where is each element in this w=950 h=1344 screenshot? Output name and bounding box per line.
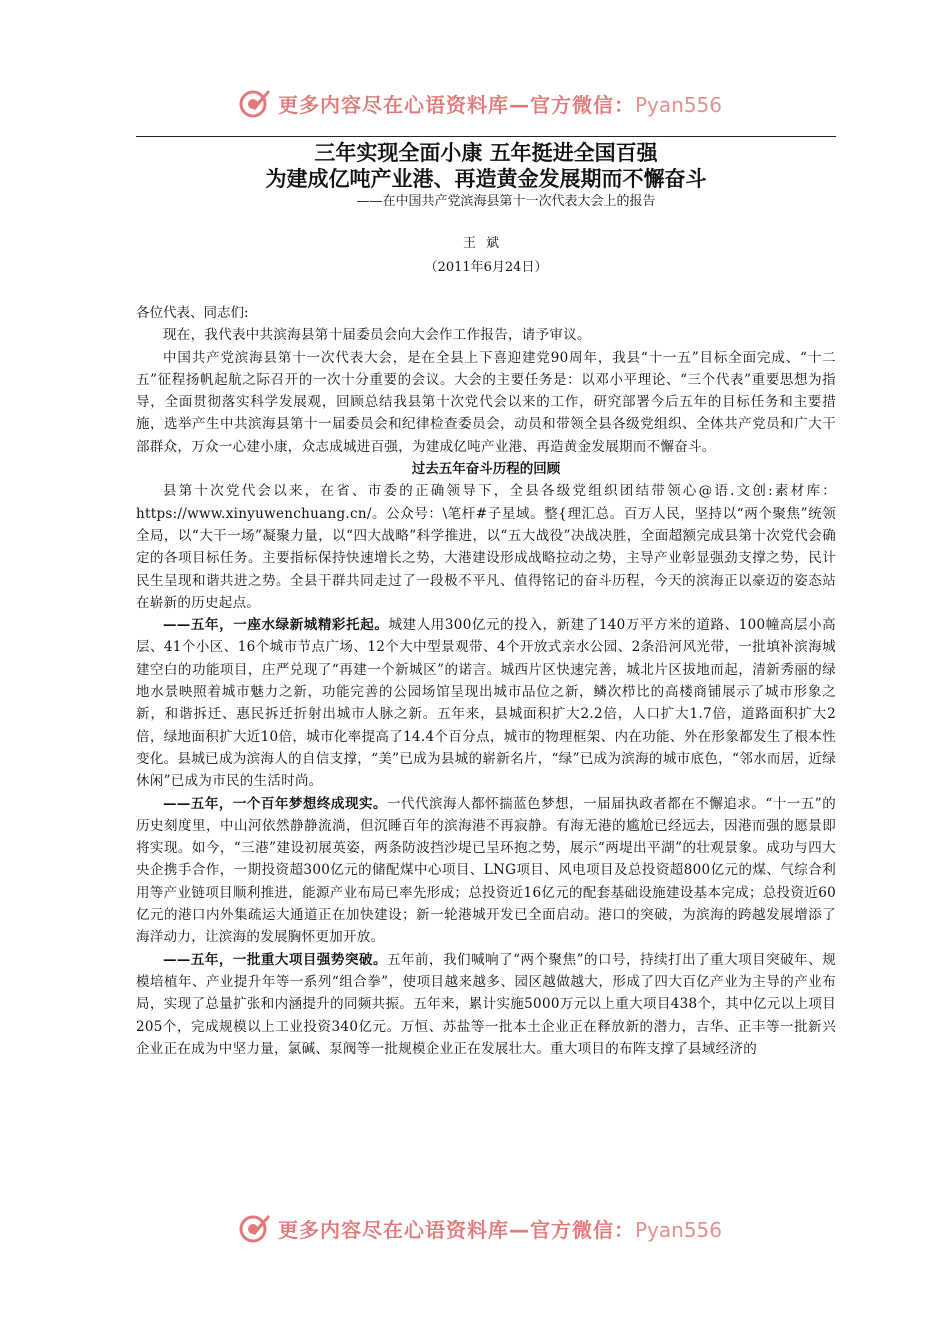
salutation: 各位代表、同志们: <box>136 305 249 321</box>
quill-logo-icon <box>238 86 272 120</box>
subtitle: ——在中国共产党滨海县第十一次代表大会上的报告 <box>356 194 656 209</box>
document-body <box>136 140 836 1060</box>
watermark-text: 更多内容尽在心语资料库—官方微信：Pyan556 <box>278 1217 723 1242</box>
author: 王斌 <box>462 236 509 251</box>
section-heading: 过去五年奋斗历程的回顾 <box>411 461 561 478</box>
paragraph-new-city <box>136 614 836 792</box>
paragraph-text: 五年前，我们喊响了“两个聚焦”的口号，持续打出了重大项目突破年、规模培植年、产业提升年等一系列“组合拳”，使项目越来越多、园区越做越大，形成了四大百亿产业为主导的产业布局，实现了总量扩张和内涵提升的同频共振。五年来，累计实施5000万元以上重大项目438个，其中亿元以上项目205个，完成规模以上工业投资340亿元。万恒、苏盐等一批本土企业正在释放新的潜力，吉华、正丰等一批新兴企业正在成为中坚力量，氯碱、泵阀等一批规模企业正在发展壮大。重大项目的布阵支撑了县域经济的 <box>136 951 836 1057</box>
paragraph-major-projects <box>136 949 836 1060</box>
title-line-1: 三年实现全面小康 五年挺进全国百强 <box>314 140 658 165</box>
intro-paragraph-2: 中国共产党滨海县第十一次代表大会，是在全县上下喜迎建党90周年，我县“十一五”目标全面完成、“十二五”征程扬帆起航之际召开的一次十分重要的会议。大会的主要任务是：以邓小平理论、“三个代表”重要思想为指导，全面贯彻落实科学发展观，回顾总结我县第十次党代会以来的工作，研究部署今后五年的目标任务和主要措施，选举产生中共滨海县第十一届委员会和纪律检查委员会，动员和带领全县各级党组织、全体共产党员和广大干部群众，万众一心建小康，众志成城进百强，为建成亿吨产业港、再造黄金发展期而不懈奋斗。 <box>136 349 836 455</box>
quill-logo-icon <box>238 1211 272 1245</box>
header-rule <box>136 136 836 137</box>
paragraph-text: 一代代滨海人都怀揣蓝色梦想，一届届执政者都在不懈追求。“十一五”的历史刻度里，中山河依然静静流淌，但沉睡百年的滨海港不再寂静。有海无港的尴尬已经远去，因港而强的愿景即将实现。如今，“三港”建设初展英姿，两条防波挡沙堤已呈环抱之势，展示“两堤出平湖”的壮观景象。成功与四大央企携手合作，一期投资超300亿元的储配煤中心项目、LNG项目、风电项目及总投资超800亿元的煤、气综合利用等产业链项目顺利推进，能源产业布局已率先形成；总投资近16亿元的配套基础设施建设基本完成；总投资近60亿元的港口内外集疏运大通道正在加快建设；新一轮港城开发已全面启动。港口的突破，为滨海的跨越发展增添了海洋动力，让滨海的发展胸怀更加开放。 <box>136 795 836 946</box>
title-line-2: 为建成亿吨产业港、再造黄金发展期而不懈奋斗 <box>265 166 707 191</box>
review-paragraph: 县第十次党代会以来，在省、市委的正确领导下，全县各级党组织团结带领心@语.文创:素材库：https://www.xinyuwenchuang.cn/。公众号：\笔杆#子星域。整{理汇总。百万人民，坚持以“两个聚焦”统领全局，以“大干一场”凝聚力量，以“四大战略”科学推进，以“五大战役”决战决胜，全面超额完成县第十次党代会确定的各项目标任务。主要指标保持快速增长之势，大港建设形成战略拉动之势，主导产业彰显强劲支撑之势，民计民生呈现和谐共进之势。全县干群共同走过了一段极不平凡、值得铭记的奋斗历程，今天的滨海正以豪迈的姿态站在崭新的历史起点。 <box>136 483 836 611</box>
report-date: （2011年6月24日） <box>424 260 548 275</box>
watermark-top <box>238 86 722 120</box>
paragraph-port-dream <box>136 793 836 949</box>
watermark-text: 更多内容尽在心语资料库—官方微信：Pyan556 <box>278 92 723 117</box>
paragraph-lead: ——五年，一座水绿新城精彩托起。 <box>163 617 389 634</box>
paragraph-lead: ——五年，一批重大项目强势突破。 <box>163 951 387 968</box>
paragraph-lead: ——五年，一个百年梦想终成现实。 <box>163 795 387 812</box>
watermark-bottom <box>238 1211 722 1245</box>
intro-paragraph-1: 现在，我代表中共滨海县第十届委员会向大会作工作报告，请予审议。 <box>163 327 591 344</box>
paragraph-text: 城建人用300亿元的投入，新建了140万平方米的道路、100幢高层小高层、41个小区、16个城市节点广场、12个大中型景观带、4个开放式亲水公园、2条沿河风光带，一批填补滨海城建空白的功能项目，庄严兑现了“再建一个新城区”的诺言。城西片区快速完善，城北片区拔地而起，清新秀丽的绿地水景映照着城市魅力之新，功能完善的公园场馆呈现出城市品位之新，鳞次栉比的高楼商铺展示了城市形象之新，和谐拆迁、惠民拆迁折射出城市人脉之新。五年来，县城面积扩大2.2倍，人口扩大1.7倍，道路面积扩大2倍，绿地面积扩大近10倍，城市化率提高了14.4个百分点，城市的物理框架、内在功能、外在形象都发生了根本性变化。县城已成为滨海人的自信支撑，“美”已成为县城的崭新名片，“绿”已成为滨海的城市底色，“邻水而居，近绿休闲”已成为市民的生活时尚。 <box>136 617 836 790</box>
